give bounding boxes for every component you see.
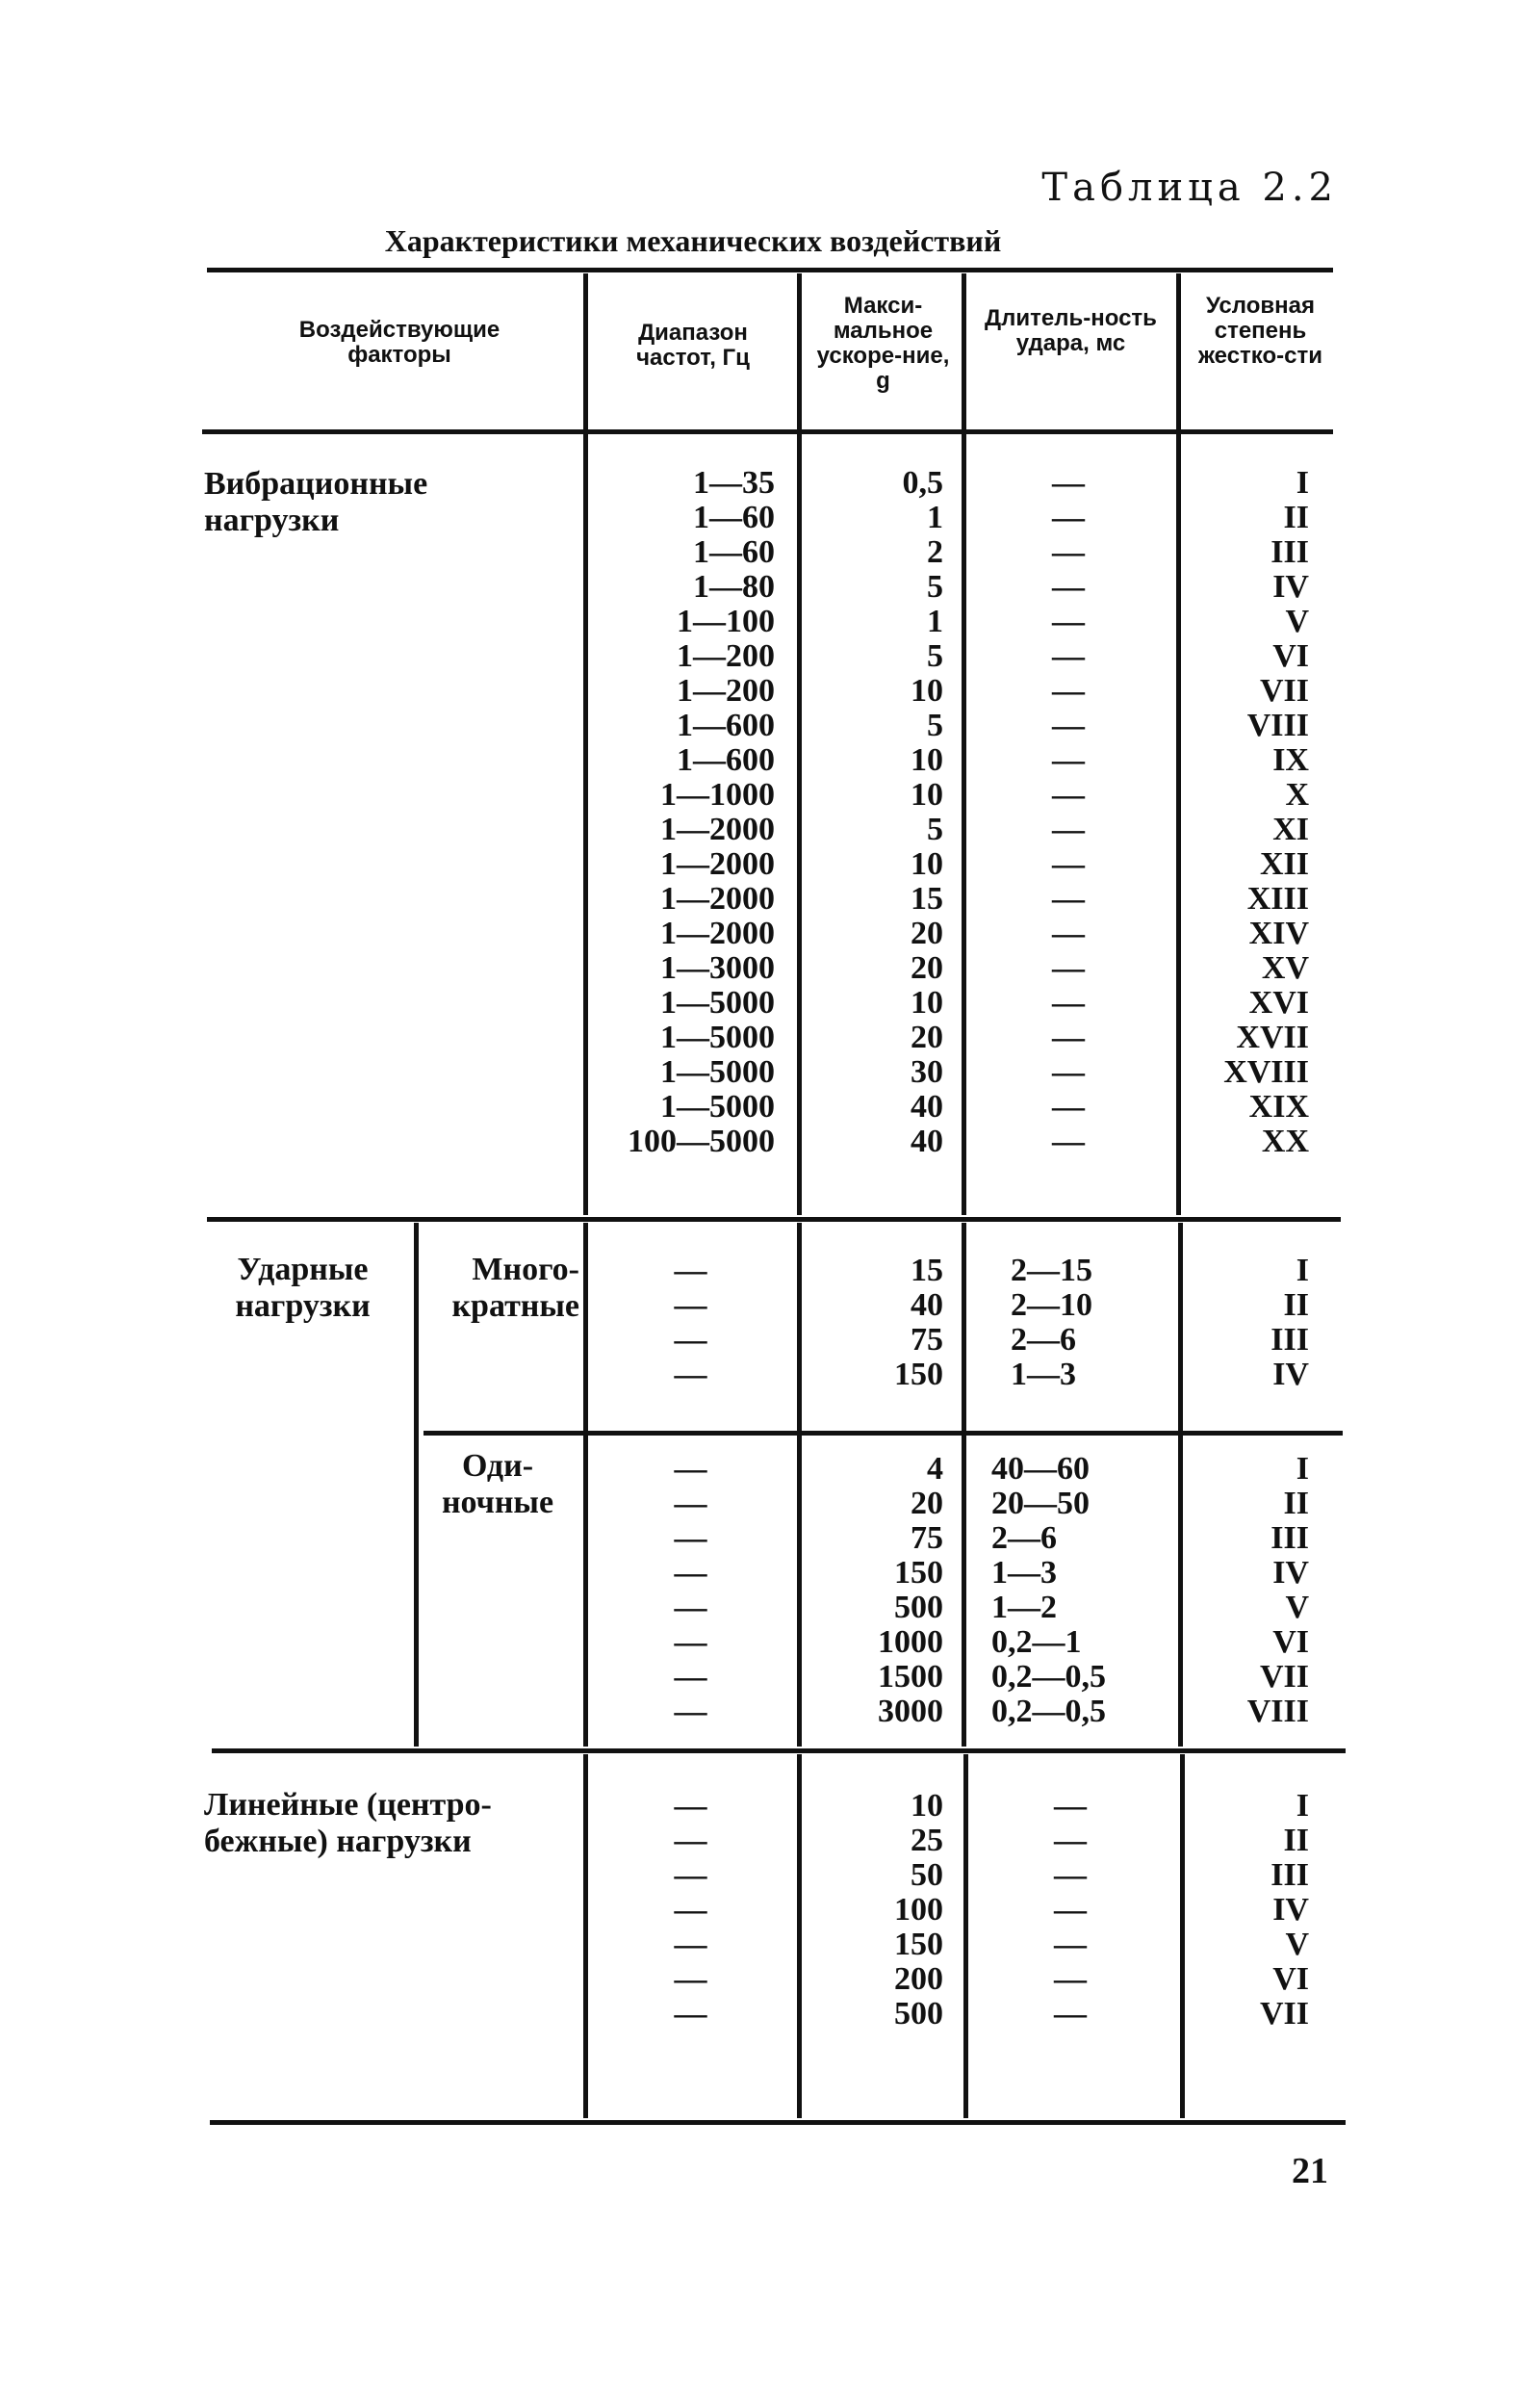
cell: 1—2	[991, 1590, 1057, 1625]
col-divider-2	[797, 273, 802, 1215]
cell: 10	[911, 1788, 943, 1824]
header-duration: Длитель-ность удара, мс	[985, 305, 1157, 356]
vibration-acceleration-column	[813, 466, 943, 1159]
shock-multiple-label: Много-кратные	[451, 1252, 579, 1324]
cell: 1—2000	[660, 916, 775, 951]
shock-subgroup-divider	[414, 1223, 419, 1747]
linear-duration-column	[974, 1789, 1167, 2032]
cell: 100—5000	[628, 1124, 775, 1159]
cell: 5	[927, 812, 943, 847]
cell: 20—50	[991, 1486, 1090, 1521]
cell: —	[1052, 777, 1085, 813]
cell: 20	[911, 916, 943, 951]
cell: 2—10	[1011, 1287, 1092, 1323]
cell: XIV	[1248, 916, 1309, 951]
vibration-severity-column	[1189, 466, 1309, 1159]
cell: —	[1054, 1892, 1087, 1928]
cell: 1—35	[693, 465, 775, 501]
cell: II	[1283, 1287, 1309, 1323]
cell: 15	[911, 1253, 943, 1288]
cell: 150	[894, 1555, 943, 1591]
cell: 200	[894, 1961, 943, 1997]
cell: —	[674, 1486, 707, 1521]
cell: —	[1054, 1823, 1087, 1858]
cell: I	[1296, 465, 1309, 501]
cell: 1—200	[677, 638, 775, 674]
cell: III	[1270, 1322, 1309, 1358]
cell: VII	[1259, 673, 1309, 709]
cell: 1	[927, 604, 943, 639]
vibration-frequency-column	[597, 466, 775, 1159]
table-caption: Характеристики механических воздействий	[384, 223, 1002, 258]
vibration-label: Вибрационные нагрузки	[204, 466, 428, 538]
cell: 10	[911, 742, 943, 778]
cell: 1—100	[677, 604, 775, 639]
cell: —	[674, 1927, 707, 1962]
cell: 500	[894, 1996, 943, 2032]
table-bottom-rule	[210, 2120, 1346, 2125]
cell: II	[1283, 500, 1309, 535]
header-factors: Воздействующие факторы	[298, 317, 500, 368]
cell: —	[1052, 846, 1085, 882]
cell: —	[674, 1996, 707, 2032]
cell: VII	[1259, 1996, 1309, 2032]
cell: 0,5	[902, 465, 943, 501]
cell: —	[674, 1322, 707, 1358]
linear-severity-column	[1189, 1789, 1309, 2032]
cell: I	[1296, 1788, 1309, 1824]
cell: 1—5000	[660, 1089, 775, 1125]
cell: —	[674, 1520, 707, 1556]
cell: —	[1054, 1996, 1087, 2032]
cell: 2—6	[991, 1520, 1057, 1556]
col-divider-1b	[583, 1223, 588, 1747]
cell: 2	[927, 534, 943, 570]
cell: 10	[911, 846, 943, 882]
cell: V	[1285, 604, 1309, 639]
cell: V	[1285, 1927, 1309, 1962]
cell: —	[1052, 1020, 1085, 1055]
cell: 0,2—1	[991, 1624, 1082, 1660]
cell: 1—60	[693, 500, 775, 535]
linear-label: Линейные (центро-бежные) нагрузки	[204, 1787, 492, 1859]
cell: XVI	[1248, 985, 1309, 1021]
cell: 40	[911, 1287, 943, 1323]
cell: X	[1285, 777, 1309, 813]
header-severity: Условная степень жестко-сти	[1197, 293, 1323, 369]
cell: 1—2000	[660, 881, 775, 917]
cell: —	[674, 1659, 707, 1695]
cell: —	[1052, 1124, 1085, 1159]
col-divider-4c	[1180, 1754, 1185, 2118]
cell: 1—600	[677, 742, 775, 778]
cell: 500	[894, 1590, 943, 1625]
cell: 20	[911, 1486, 943, 1521]
header-acceleration: Макси-мальное ускоре-ние, g	[816, 293, 950, 394]
cell: VII	[1259, 1659, 1309, 1695]
col-divider-3b	[962, 1223, 966, 1747]
cell: VIII	[1246, 708, 1309, 743]
cell: 20	[911, 1020, 943, 1055]
cell: 40	[911, 1124, 943, 1159]
cell: —	[1052, 534, 1085, 570]
cell: 0,2—0,5	[991, 1659, 1106, 1695]
cell: 5	[927, 569, 943, 605]
cell: —	[1052, 708, 1085, 743]
cell: —	[1054, 1961, 1087, 1997]
cell: —	[1052, 916, 1085, 951]
cell: 75	[911, 1322, 943, 1358]
cell: —	[674, 1555, 707, 1591]
cell: 5	[927, 638, 943, 674]
cell: —	[1052, 812, 1085, 847]
header-bottom-rule	[202, 429, 1333, 434]
col-divider-1c	[583, 1754, 588, 2118]
cell: —	[1052, 1054, 1085, 1090]
cell: VIII	[1246, 1694, 1309, 1729]
cell: 1—200	[677, 673, 775, 709]
shock-bottom-rule	[212, 1748, 1346, 1753]
cell: 40	[911, 1089, 943, 1125]
cell: XVIII	[1223, 1054, 1309, 1090]
cell: 2—15	[1011, 1253, 1092, 1288]
cell: 3000	[878, 1694, 943, 1729]
cell: XX	[1261, 1124, 1309, 1159]
cell: IV	[1272, 1555, 1309, 1591]
shock-multiple-acceleration-column	[813, 1254, 943, 1392]
cell: —	[1052, 673, 1085, 709]
cell: II	[1283, 1486, 1309, 1521]
table-top-rule	[207, 268, 1333, 272]
cell: —	[674, 1253, 707, 1288]
cell: I	[1296, 1451, 1309, 1487]
cell: I	[1296, 1253, 1309, 1288]
cell: 15	[911, 881, 943, 917]
cell: —	[674, 1451, 707, 1487]
linear-frequency-column	[597, 1789, 784, 2032]
cell: VI	[1272, 1624, 1309, 1660]
cell: VI	[1272, 638, 1309, 674]
cell: —	[1052, 465, 1085, 501]
cell: 1500	[878, 1659, 943, 1695]
col-divider-4	[1176, 273, 1181, 1215]
cell: —	[674, 1624, 707, 1660]
cell: —	[674, 1788, 707, 1824]
cell: 1—3	[1011, 1357, 1076, 1392]
header-frequency: Диапазон частот, Гц	[636, 320, 750, 371]
cell: 25	[911, 1823, 943, 1858]
cell: VI	[1272, 1961, 1309, 1997]
cell: IV	[1272, 569, 1309, 605]
cell: III	[1270, 534, 1309, 570]
shock-single-frequency-column	[597, 1452, 784, 1729]
cell: —	[674, 1287, 707, 1323]
cell: —	[1052, 1089, 1085, 1125]
cell: 2—6	[1011, 1322, 1076, 1358]
col-divider-2b	[797, 1223, 802, 1747]
cell: 1—1000	[660, 777, 775, 813]
vibration-duration-column	[972, 466, 1165, 1159]
shock-subgroup-rule	[424, 1431, 1343, 1436]
shock-single-duration-column	[991, 1452, 1169, 1729]
cell: 20	[911, 950, 943, 986]
cell: 1—600	[677, 708, 775, 743]
cell: 0,2—0,5	[991, 1694, 1106, 1729]
cell: XIII	[1246, 881, 1309, 917]
cell: —	[674, 1892, 707, 1928]
cell: 100	[894, 1892, 943, 1928]
linear-acceleration-column	[813, 1789, 943, 2032]
cell: —	[1052, 569, 1085, 605]
cell: 1—60	[693, 534, 775, 570]
cell: —	[1054, 1788, 1087, 1824]
cell: —	[674, 1857, 707, 1893]
cell: —	[1052, 742, 1085, 778]
cell: —	[1054, 1927, 1087, 1962]
cell: IV	[1272, 1357, 1309, 1392]
cell: —	[1052, 604, 1085, 639]
shock-multiple-severity-column	[1189, 1254, 1309, 1392]
cell: 1000	[878, 1624, 943, 1660]
cell: XV	[1261, 950, 1309, 986]
col-divider-1	[583, 273, 588, 1215]
cell: 5	[927, 708, 943, 743]
cell: 1—5000	[660, 1054, 775, 1090]
col-divider-2c	[797, 1754, 802, 2118]
page-number: 21	[1292, 2151, 1328, 2191]
cell: 75	[911, 1520, 943, 1556]
cell: 30	[911, 1054, 943, 1090]
cell: —	[674, 1357, 707, 1392]
cell: —	[1052, 950, 1085, 986]
cell: III	[1270, 1857, 1309, 1893]
shock-multiple-frequency-column	[597, 1254, 784, 1392]
cell: 1—2000	[660, 846, 775, 882]
cell: IV	[1272, 1892, 1309, 1928]
cell: XII	[1259, 846, 1309, 882]
shock-multiple-duration-column	[1011, 1254, 1169, 1392]
vibration-bottom-rule	[207, 1217, 1341, 1222]
col-divider-3	[962, 273, 966, 1215]
col-divider-3c	[963, 1754, 968, 2118]
cell: XVII	[1236, 1020, 1309, 1055]
cell: V	[1285, 1590, 1309, 1625]
cell: 10	[911, 673, 943, 709]
cell: 50	[911, 1857, 943, 1893]
cell: 1—3000	[660, 950, 775, 986]
cell: —	[1054, 1857, 1087, 1893]
cell: IX	[1272, 742, 1309, 778]
cell: —	[674, 1961, 707, 1997]
col-divider-4b	[1178, 1223, 1183, 1747]
cell: XIX	[1248, 1089, 1309, 1125]
cell: 1—3	[991, 1555, 1057, 1591]
shock-single-label: Оди-ночные	[441, 1448, 554, 1520]
cell: 150	[894, 1357, 943, 1392]
cell: 10	[911, 777, 943, 813]
shock-single-acceleration-column	[813, 1452, 943, 1729]
cell: —	[1052, 881, 1085, 917]
shock-single-severity-column	[1189, 1452, 1309, 1729]
cell: —	[674, 1590, 707, 1625]
cell: 1—5000	[660, 1020, 775, 1055]
cell: 150	[894, 1927, 943, 1962]
cell: —	[1052, 985, 1085, 1021]
cell: 1—2000	[660, 812, 775, 847]
cell: 1	[927, 500, 943, 535]
cell: 40—60	[991, 1451, 1090, 1487]
table-label: Таблица 2.2	[1041, 166, 1338, 210]
cell: XI	[1272, 812, 1309, 847]
cell: II	[1283, 1823, 1309, 1858]
cell: —	[1052, 638, 1085, 674]
shock-label: Ударные нагрузки	[235, 1252, 371, 1324]
cell: —	[674, 1823, 707, 1858]
cell: 1—80	[693, 569, 775, 605]
cell: 4	[927, 1451, 943, 1487]
cell: —	[674, 1694, 707, 1729]
cell: III	[1270, 1520, 1309, 1556]
cell: 10	[911, 985, 943, 1021]
cell: —	[1052, 500, 1085, 535]
cell: 1—5000	[660, 985, 775, 1021]
